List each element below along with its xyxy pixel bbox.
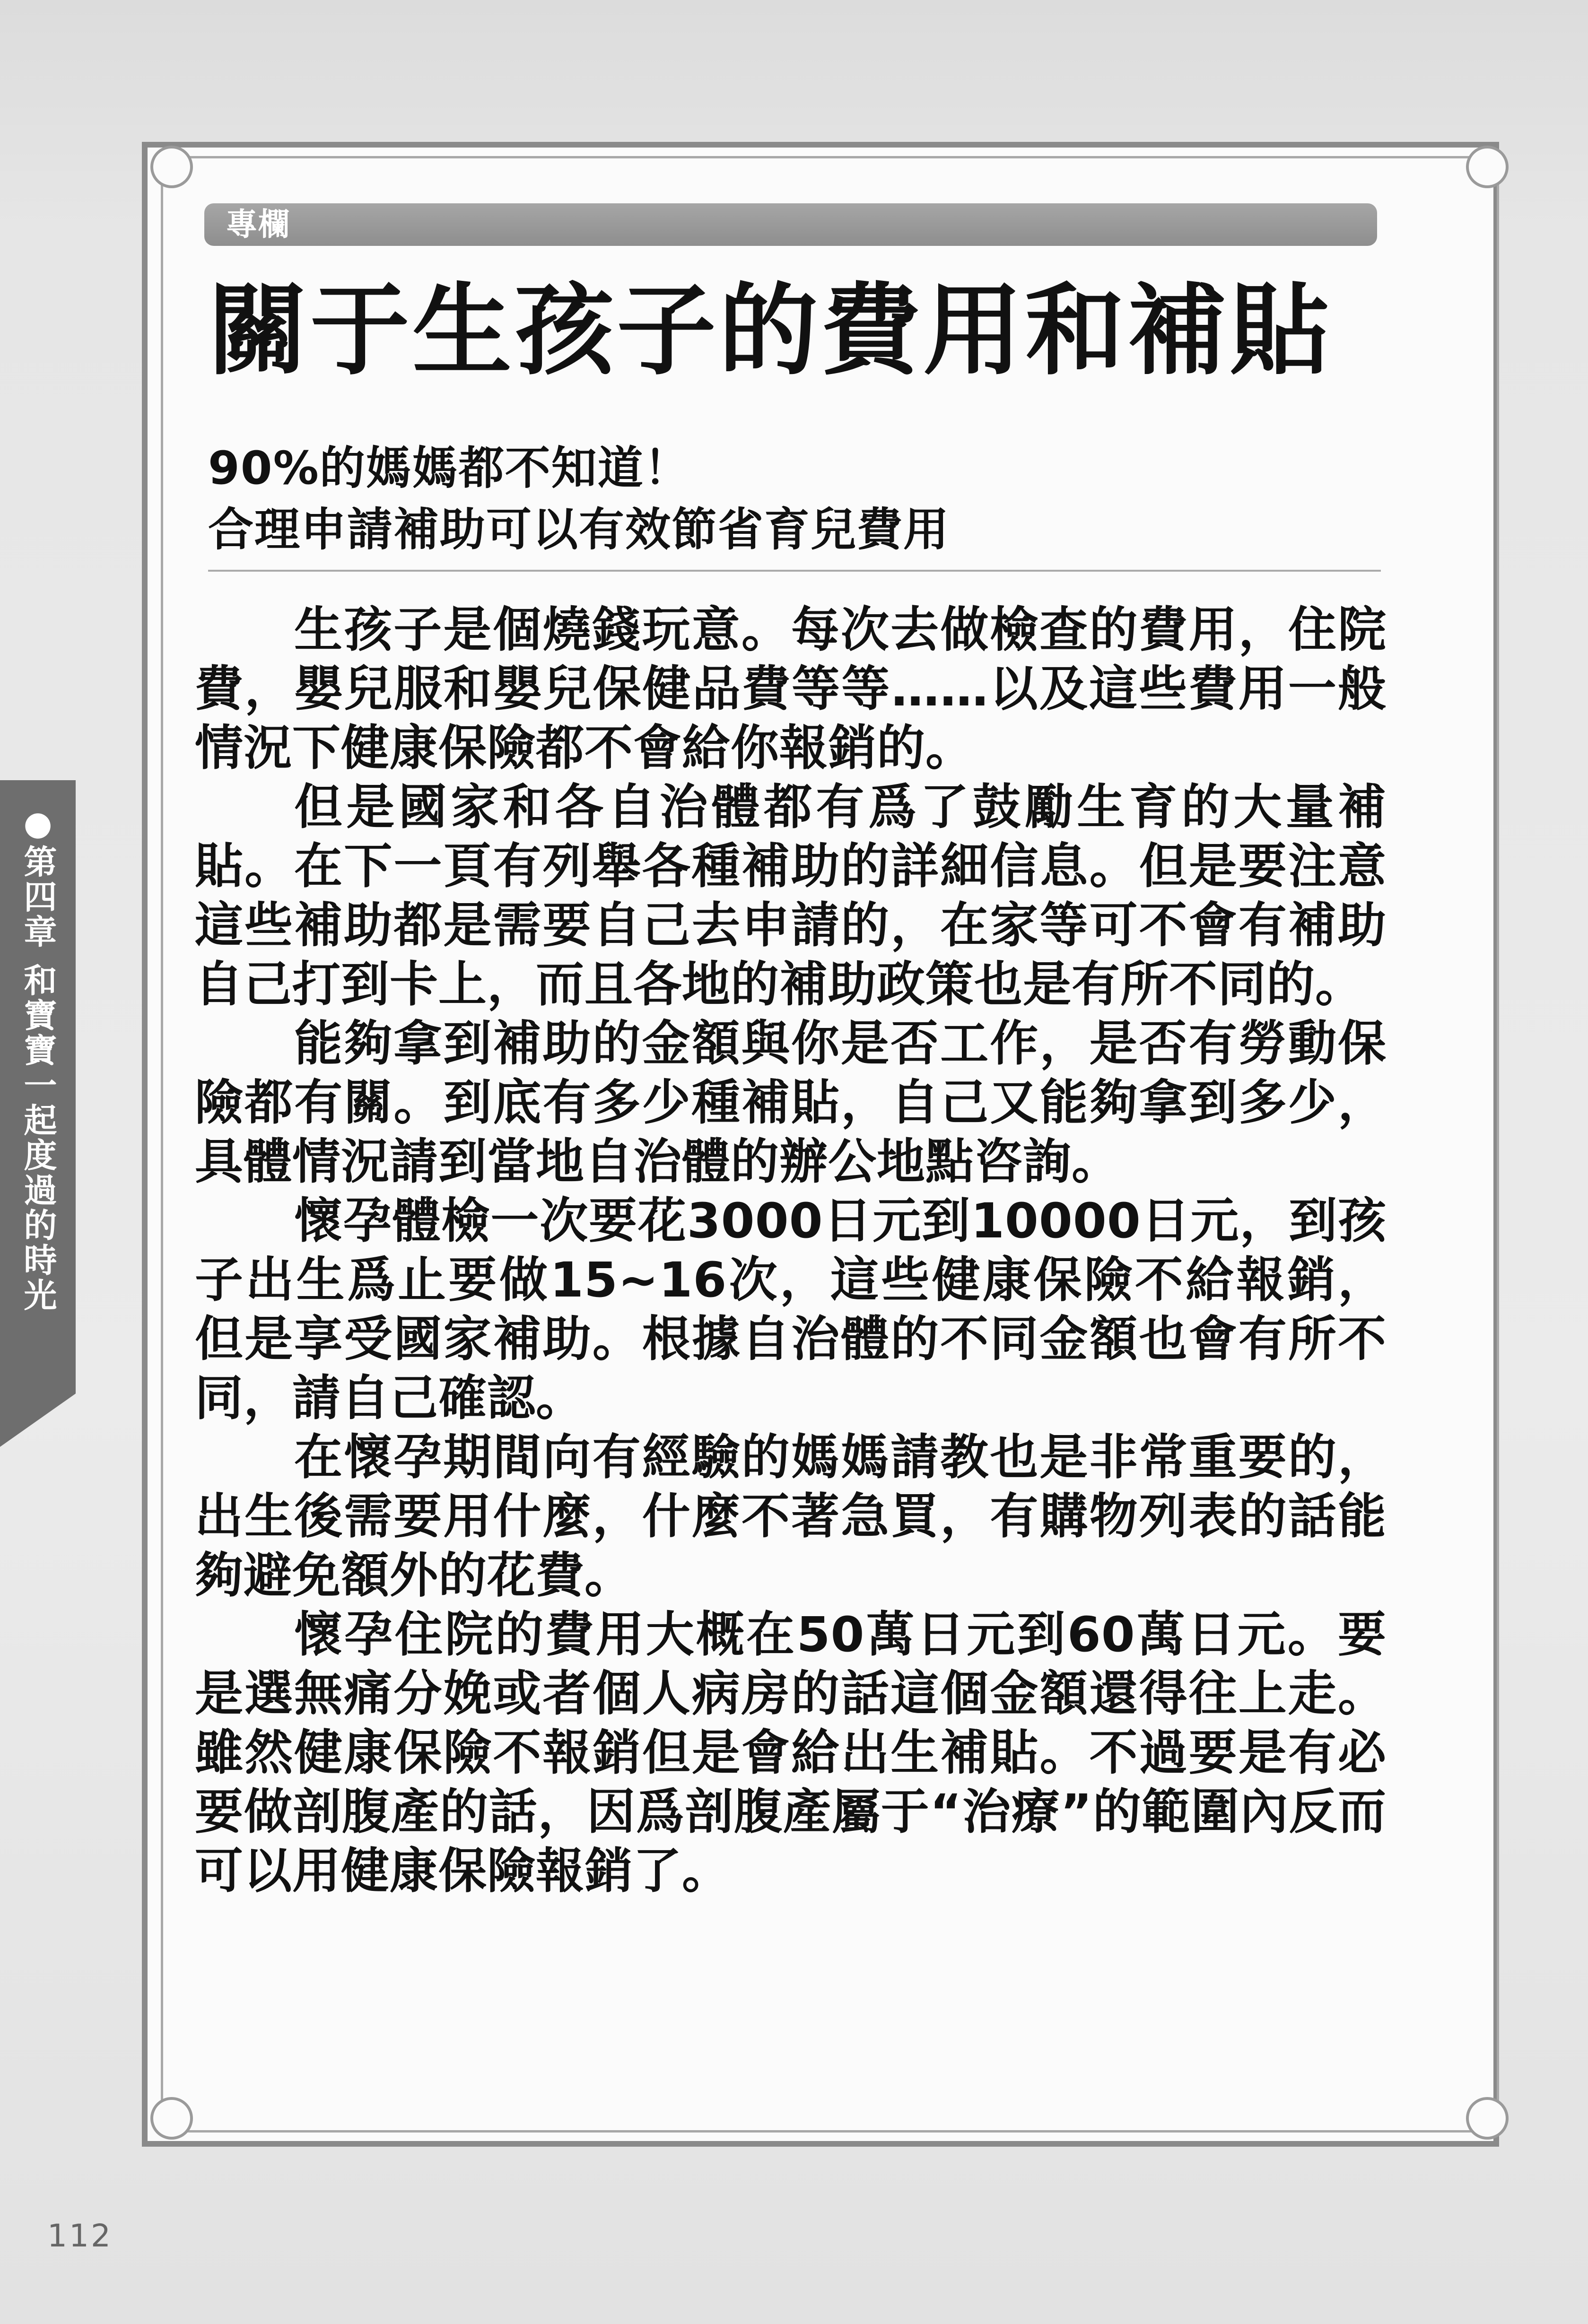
bullet-icon: ● — [18, 804, 57, 844]
paragraph: 但是國家和各自治體都有爲了鼓勵生育的大量補貼。在下一頁有列舉各種補助的詳細信息。但是要注意這些補助都是需要自己去申請的，在家等可不會有補助自己打到卡上，而且各地的補助政策也是有所不同的。 — [195, 779, 1387, 1013]
subtitle-divider — [208, 570, 1381, 572]
chapter-title: 第四章 和寶寶一起度過的時光 — [18, 844, 57, 1313]
subtitle-line-2: 合理申請補助可以有效節省育兒費用 — [208, 503, 950, 556]
paragraph: 能夠拿到補助的金額與你是否工作，是否有勞動保險都有關。到底有多少種補貼，自己又能夠拿到多少，具體情況請到當地自治體的辦公地點咨詢。 — [195, 1016, 1387, 1190]
column-tag-bar — [204, 203, 1377, 246]
subtitle-line-1: 90%的媽媽都不知道！ — [208, 442, 690, 495]
column-tag: 專欄 — [226, 206, 290, 243]
article-subtitle — [208, 437, 1390, 560]
frame-corner-ornament — [150, 146, 193, 188]
paragraph: 在懷孕期間向有經驗的媽媽請教也是非常重要的，出生後需要用什麼，什麼不著急買，有購物列表的話能夠避免額外的花費。 — [195, 1429, 1387, 1604]
frame-corner-ornament — [1466, 146, 1509, 188]
frame-corner-ornament — [150, 2097, 193, 2140]
chapter-side-label — [14, 804, 61, 1313]
page-number: 112 — [47, 2218, 113, 2254]
article-title: 關于生孩子的費用和補貼 — [208, 273, 1332, 389]
frame-corner-ornament — [1466, 2097, 1509, 2140]
paragraph: 懷孕住院的費用大概在50萬日元到60萬日元。要是選無痛分娩或者個人病房的話這個金額還得往上走。雖然健康保險不報銷但是會給出生補貼。不過要是有必要做剖腹產的話，因爲剖腹產屬于“治療”的範圍內反而可以用健康保險報銷了。 — [195, 1607, 1387, 1899]
paragraph: 懷孕體檢一次要花3000日元到10000日元，到孩子出生爲止要做15~16次，這些健康保險不給報銷，但是享受國家補助。根據自治體的不同金額也會有所不同，請自己確認。 — [195, 1193, 1387, 1427]
article-body — [195, 601, 1387, 1901]
paragraph: 生孩子是個燒錢玩意。每次去做檢查的費用，住院費，嬰兒服和嬰兒保健品費等等……以及這些費用一般情況下健康保險都不會給你報銷的。 — [195, 602, 1387, 776]
